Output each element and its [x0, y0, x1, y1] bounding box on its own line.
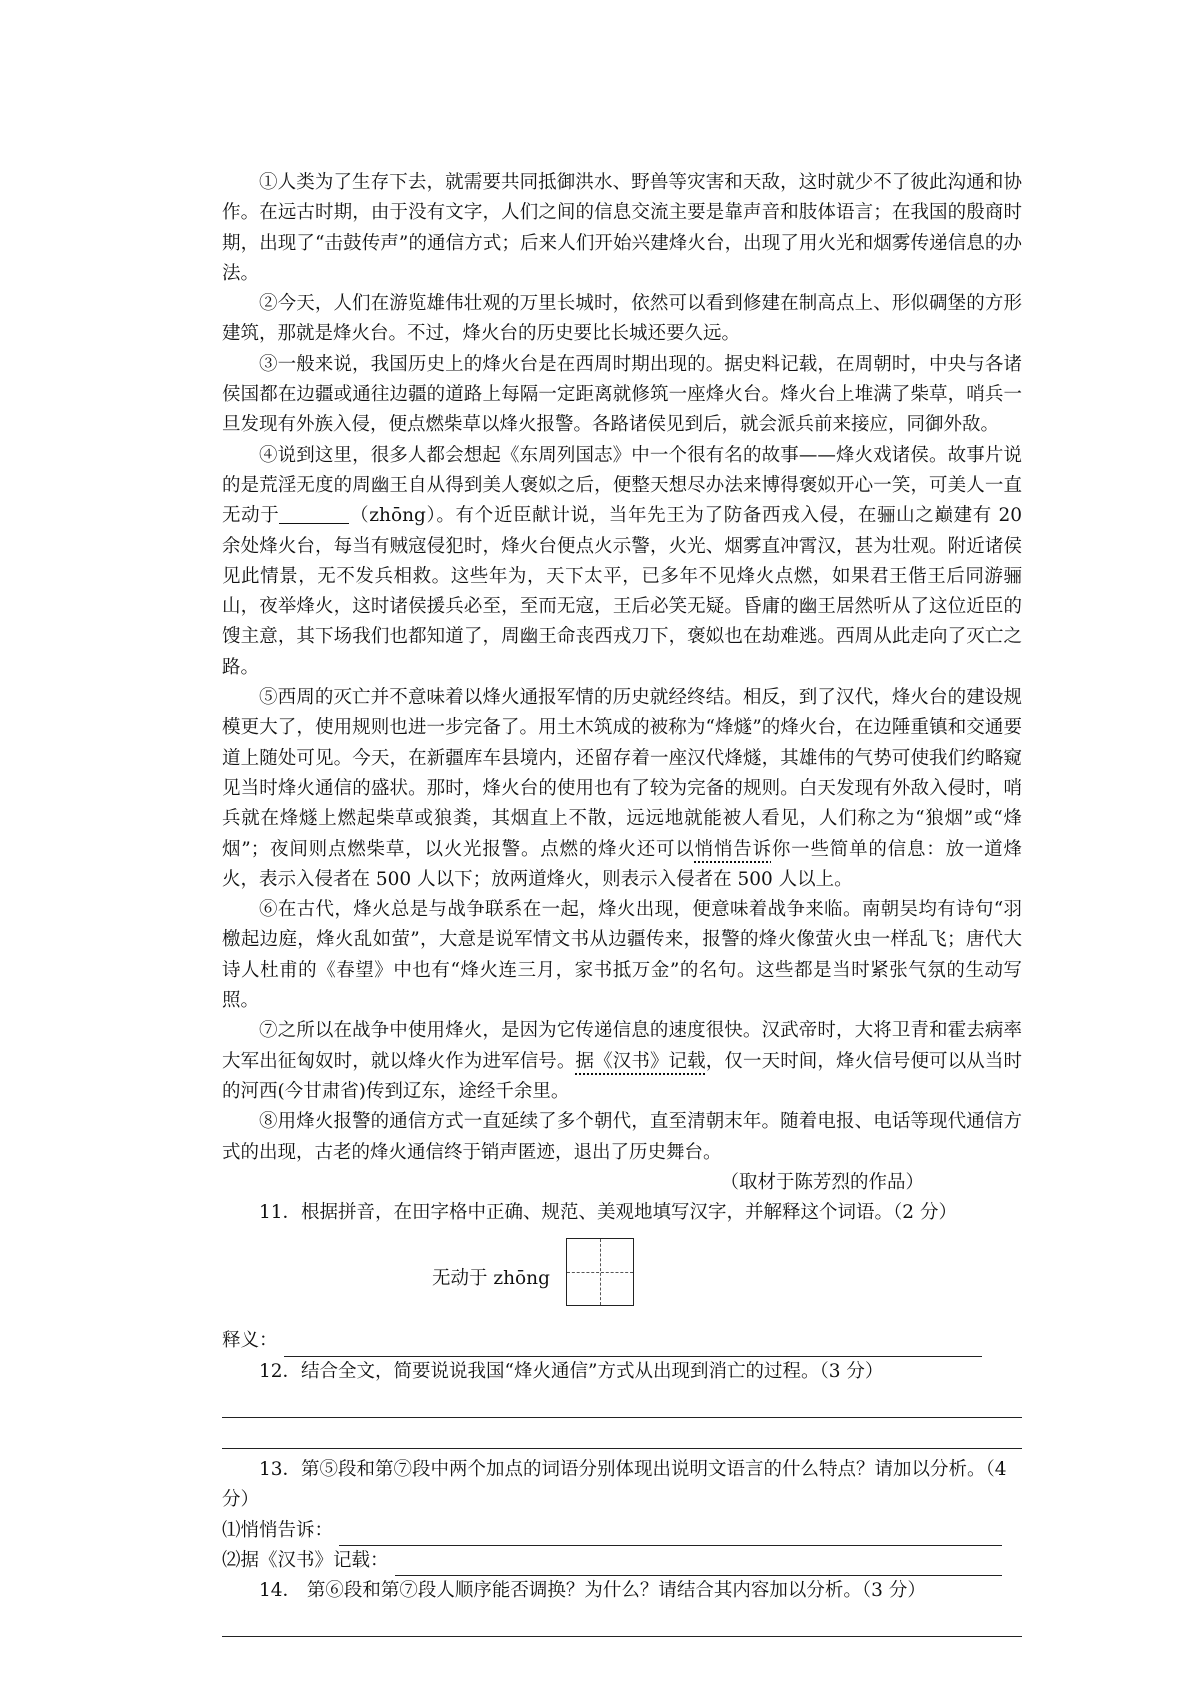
question-13-2-label: ⑵据《汉书》记载： — [222, 1549, 389, 1571]
tianzige-vertical-guide — [600, 1239, 601, 1305]
paragraph-1: ①人类为了生存下去，就需要共同抵御洪水、野兽等灾害和天敌，这时就少不了彼此沟通和协作。在远古时期，由于没有文字，人们之间的信息交流主要是靠声音和肢体语言；在我国的殷商时期，出现了“击鼓传声”的通信方式；后来人们开始兴建烽火台，出现了用火光和烟雾传递信息的办法。 — [222, 172, 1022, 284]
tianzige-box[interactable] — [566, 1238, 634, 1306]
question-11: 11．根据拼音，在田字格中正确、规范、美观地填写汉字，并解释这个词语。（2 分） — [259, 1202, 957, 1224]
question-13-1-answer-line[interactable] — [339, 1521, 1002, 1546]
paragraph-3: ③一般来说，我国历史上的烽火台是在西周时期出现的。据史料记载，在周朝时，中央与各诸侯国都在边疆或通往边疆的道路上每隔一定距离就修筑一座烽火台。烽火台上堆满了柴草，哨兵一旦发现有外族入侵，便点燃柴草以烽火报警。各路诸侯见到后，就会派兵前来接应，同御外敌。 — [222, 353, 1022, 436]
question-13-1-row — [222, 1516, 1002, 1546]
question-12-answer-line-2[interactable] — [222, 1418, 1022, 1449]
paragraph-7 — [222, 1016, 1022, 1107]
question-14-answer-line[interactable] — [222, 1606, 1022, 1637]
paragraph-2: ②今天，人们在游览雄伟壮观的万里长城时，依然可以看到修建在制高点上、形似碉堡的方形建筑，那就是烽火台。不过，烽火台的历史要比长城还要久远。 — [222, 293, 1022, 345]
emphasized-word-hanshu: 据《汉书》记载 — [575, 1050, 706, 1072]
question-13-2-row — [222, 1546, 1002, 1576]
question-11-prompt: 无动于 zhōng — [432, 1268, 550, 1290]
question-12: 12．结合全文，简要说说我国“烽火通信”方式从出现到消亡的过程。（3 分） — [259, 1360, 884, 1382]
question-11-grid-row — [222, 1228, 1022, 1326]
question-13-1-label: ⑴悄悄告诉： — [222, 1519, 334, 1541]
source-citation: （取材于陈芳烈的作品） — [720, 1171, 924, 1193]
paragraph-7-text-a: ⑦之所以在战争中使用烽火，是因为它传递信息的速度很快。汉武帝时，大将卫青和霍去病率大军出征匈奴时，就以烽火作为进军信号。 — [222, 1020, 1022, 1072]
exam-page — [222, 168, 1022, 1637]
emphasized-word-qiaoqiao: 悄悄告诉 — [694, 838, 772, 860]
question-11-answer-line[interactable] — [284, 1332, 982, 1357]
paragraph-7-text-b: ，仅一天时间，烽火信号便可以从当时的河西(今甘肃省)传到辽东，途经千余里。 — [222, 1050, 1022, 1102]
fill-blank-zhong[interactable] — [279, 503, 349, 524]
question-11-explain-row — [222, 1326, 982, 1356]
question-13-2-answer-line[interactable] — [395, 1551, 1002, 1576]
paragraph-8: ⑧用烽火报警的通信方式一直延续了多个朝代，直至清朝末年。随着电报、电话等现代通信方式的出现，古老的烽火通信终于销声匿迹，退出了历史舞台。 — [222, 1111, 1022, 1163]
paragraph-5-text-b: 你一些简单的信息：放一道烽火，表示入侵者在 500 人以下；放两道烽火，则表示入侵者在 500 人以上。 — [222, 838, 1022, 890]
paragraph-6: ⑥在古代，烽火总是与战争联系在一起，烽火出现，便意味着战争来临。南朝吴均有诗句“羽檄起边庭，烽火乱如萤”，大意是说军情文书从边疆传来，报警的烽火像萤火虫一样乱飞；唐代大诗人杜甫的《春望》中也有“烽火连三月，家书抵万金”的名句。这些都是当时紧张气氛的生动写照。 — [222, 899, 1022, 1012]
paragraph-5-text-a: ⑤西周的灭亡并不意味着以烽火通报军情的历史就经终结。相反，到了汉代，烽火台的建设规模更大了，使用规则也进一步完备了。用土木筑成的被称为“烽燧”的烽火台，在边陲重镇和交通要道上随处可见。今天，在新疆库车县境内，还留存着一座汉代烽燧，其雄伟的气势可使我们约略窥见当时烽火通信的盛状。那时，烽火台的使用也有了较为完备的规则。白天发现有外敌入侵时，哨兵就在烽燧上燃起柴草或狼粪，其烟直上不散，远远地就能被人看见，人们称之为“狼烟”或“烽烟”；夜间则点燃柴草，以火光报警。点燃的烽火还可以 — [222, 687, 1022, 860]
question-14: 14． 第⑥段和第⑦段人顺序能否调换？为什么？请结合其内容加以分析。（3 分） — [259, 1580, 926, 1602]
paragraph-5 — [222, 683, 1022, 895]
paragraph-4-text-a: ④说到这里，很多人都会想起《东周列国志》中一个很有名的故事——烽火戏诸侯。故事片说的是荒淫无度的周幽王自从得到美人褒姒之后，便整天想尽办法来博得褒姒开心一笑，可美人一直无动于 — [222, 444, 1022, 527]
paragraph-4-text-b: （zhōng）。有个近臣献计说，当年先王为了防备西戎入侵，在骊山之巅建有 20 余处烽火台，每当有贼寇侵犯时，烽火台便点火示警，火光、烟雾直冲霄汉，甚为壮观。附近诸侯见此情景，无不发兵相救。这些年为，天下太平，已多年不见烽火点燃，如果君王偕王后同游骊山，夜举烽火，这时诸侯援兵必至，至而无寇，王后必笑无疑。昏庸的幽王居然听从了这位近臣的馊主意，其下场我们也都知道了，周幽王命丧西戎刀下，褒姒也在劫难逃。西周从此走向了灭亡之路。 — [222, 505, 1022, 678]
question-11-explain-label: 释义： — [222, 1330, 278, 1352]
question-12-answer-line-1[interactable] — [222, 1387, 1022, 1418]
question-13: 13．第⑤段和第⑦段中两个加点的词语分别体现出说明文语言的什么特点？请加以分析。（4 分） — [222, 1458, 1007, 1511]
paragraph-4 — [222, 441, 1022, 683]
